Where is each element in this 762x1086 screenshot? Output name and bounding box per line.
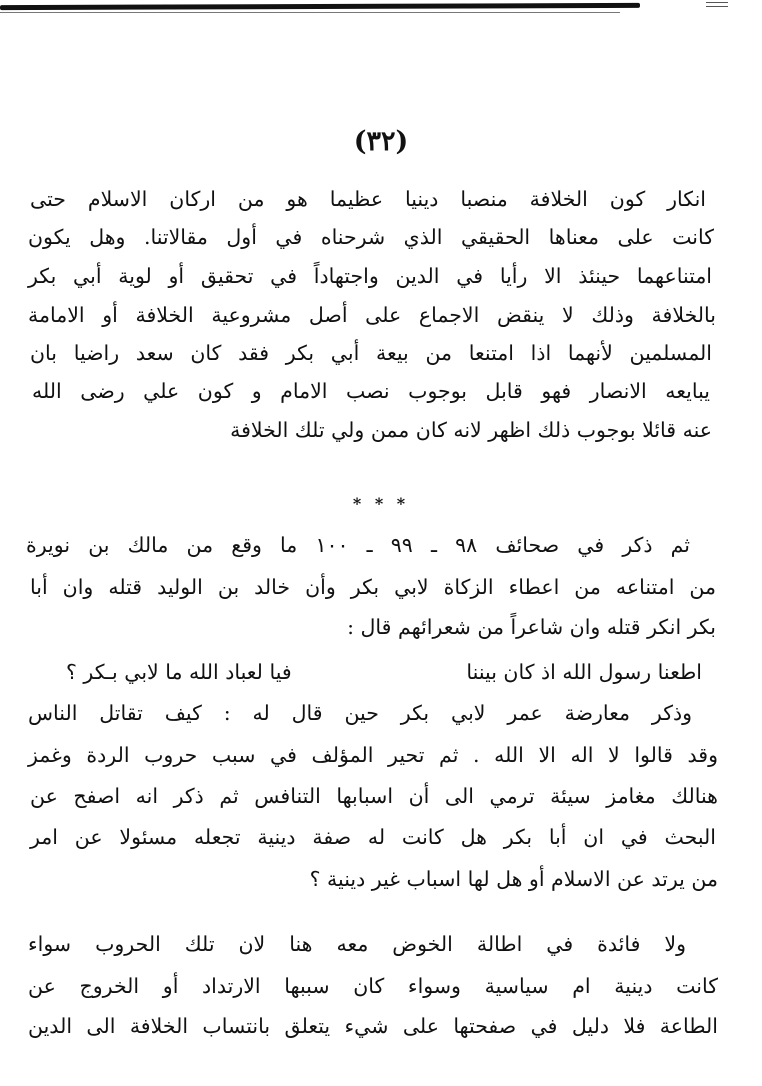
paragraph2-line-1: ثم ذكر في صحائف ٩٨ ـ ٩٩ ـ ١٠٠ ما وقع من مالك بن نويرة [26, 533, 691, 557]
verse-hemistich-2: فيا لعباد الله ما لابي بـكر ؟ [66, 660, 292, 684]
top-scan-border [0, 3, 640, 10]
paragraph4-line-1: ولا فائدة في اطالة الخوض معه هنا لان تلك الحروب سواء [28, 932, 686, 956]
paragraph3-line-1: وذكر معارضة عمر لابي بكر حين قال له : كيف تقاتل الناس [28, 701, 692, 725]
poetry-verse [66, 660, 702, 694]
top-scan-line [0, 12, 620, 13]
paragraph4-line-2: كانت دينية ام سياسية وسواء كان سببها الارتداد أو الخروج عن [28, 974, 718, 998]
section-separator: * * * [352, 494, 410, 513]
paragraph3-line-5: من يرتد عن الاسلام أو هل لها اسباب غير دينية ؟ [309, 867, 718, 891]
paragraph3-line-3: هنالك مغامز سيئة ترمي الى أن اسبابها التنافس ثم ذكر انه اصفح عن [30, 784, 718, 808]
corner-scan-mark [706, 2, 728, 10]
page-number: (٣٢) [353, 126, 409, 157]
paragraph1-line-7: عنه قائلا بوجوب ذلك اظهر لانه كان ممن ولي تلك الخلافة [230, 418, 712, 442]
paragraph1-line-6: يبايعه الانصار فهو قابل بوجوب نصب الامام و كون علي رضى الله [32, 379, 710, 403]
paragraph1-line-1: انكار كون الخلافة منصبا دينيا عظيما هو من اركان الاسلام حتى [30, 187, 706, 211]
paragraph1-line-5: المسلمين لأنهما اذا امتنعا من بيعة أبي بكر فقد كان سعد راضيا بان [30, 341, 712, 365]
verse-hemistich-1: اطعنا رسول الله اذ كان بيننا [466, 660, 702, 684]
paragraph1-line-2: كانت على معناها الحقيقي الذي شرحناه في أول مقالاتنا. وهل يكون [28, 225, 714, 249]
paragraph4-line-3: الطاعة فلا دليل في صفحتها على شيء يتعلق بانتساب الخلافة الى الدين [28, 1014, 718, 1038]
paragraph2-line-2: من امتناعه من اعطاء الزكاة لابي بكر وأن خالد بن الوليد قتله وان أبا [30, 575, 716, 599]
paragraph2-line-3: بكر انكر قتله وان شاعراً من شعرائهم قال : [347, 615, 716, 639]
paragraph1-line-3: امتناعهما حينئذ الا رأيا في الدين واجتهاداً في تحقيق أو لوية أبي بكر [28, 264, 712, 288]
paragraph1-line-4: بالخلافة وذلك لا ينقض الاجماع على أصل مشروعية الخلافة أو الامامة [28, 303, 716, 327]
paragraph3-line-2: وقد قالوا لا اله الا الله . ثم تحير المؤلف في سبب حروب الردة وغمز [28, 743, 718, 767]
paragraph3-line-4: البحث في ان أبا بكر هل كانت له صفة دينية تجعله مسئولا عن امر [30, 825, 716, 849]
